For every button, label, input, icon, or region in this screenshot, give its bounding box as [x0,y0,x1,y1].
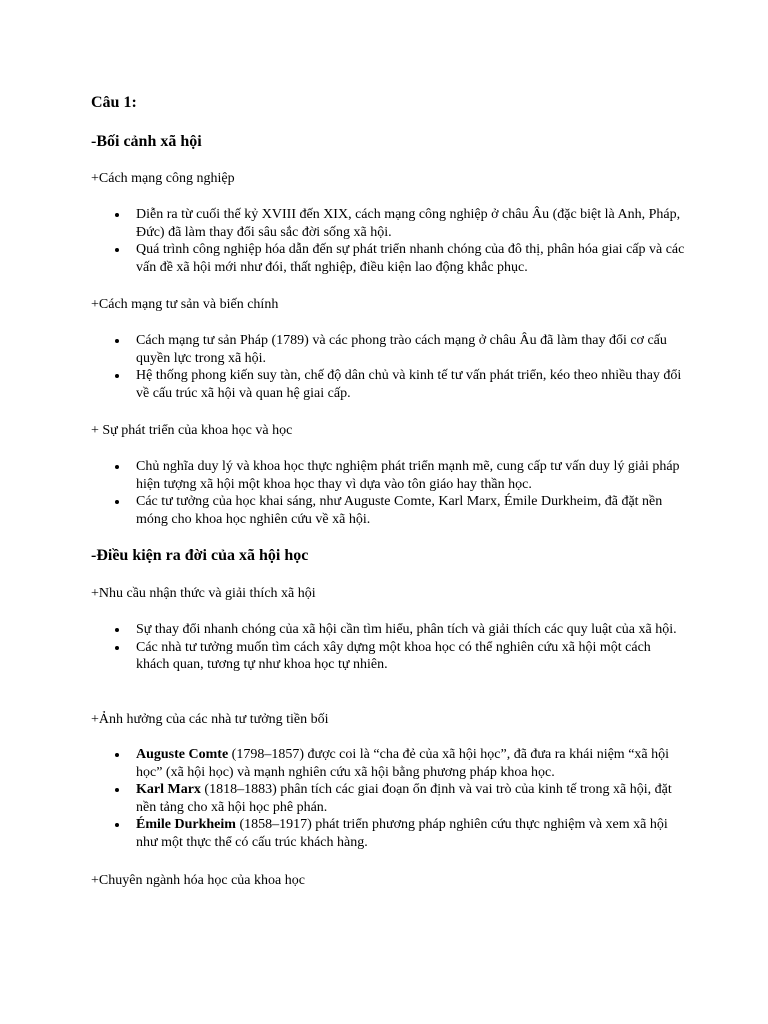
subheading-cognitive-need: +Nhu cầu nhận thức và giải thích xã hội [91,586,316,601]
list-item: Sự thay đổi nhanh chóng của xã hội cần tìm hiểu, phân tích và giải thích các quy luật của xã hội. [136,621,686,639]
list-item [136,816,686,851]
bullet-list-science-development [136,458,686,528]
list-item: Các nhà tư tưởng muốn tìm cách xây dựng một khoa học có thể nghiên cứu xã hội một cách khách quan, tương tự như khoa học tự nhiên. [136,639,686,674]
list-item [136,781,686,816]
list-item: Hệ thống phong kiến suy tàn, chế độ dân chủ và kinh tế tư vấn phát triển, kéo theo nhiều thay đổi về cấu trúc xã hội và quan hệ giai cấp. [136,367,686,402]
bullet-list-bourgeois-revolution [136,332,686,402]
subheading-bourgeois-revolution: +Cách mạng tư sản và biến chính [91,297,279,312]
thinker-name: Auguste Comte [136,747,229,762]
list-item: Chủ nghĩa duy lý và khoa học thực nghiệm phát triển mạnh mẽ, cung cấp tư vấn duy lý giải pháp hiện tượng xã hội một khoa học thay vì dựa vào tôn giáo hay thần học. [136,458,686,493]
subheading-specialization: +Chuyên ngành hóa học của khoa học [91,873,305,888]
section-heading-social-context: -Bối cảnh xã hội [91,133,202,150]
list-item: Quá trình công nghiệp hóa dẫn đến sự phát triển nhanh chóng của đô thị, phân hóa giai cấp và các vấn đề xã hội mới như đói, thất nghiệp, điều kiện lao động khắc phục. [136,242,685,275]
list-item: Cách mạng tư sản Pháp (1789) và các phong trào cách mạng ở châu Âu đã làm thay đổi cơ cấu quyền lực trong xã hội. [136,332,686,367]
subheading-science-development: + Sự phát triển của khoa học và học [91,423,293,438]
thinker-description: (1858–1917) phát triển phương pháp nghiên cứu thực nghiệm và xem xã hội như một thực thể có cấu trúc khách hàng. [136,817,668,850]
thinker-description: (1798–1857) được coi là “cha đẻ của xã hội học”, đã đưa ra khái niệm “xã hội học” (xã hội học) và mạnh nghiên cứu xã hội bằng phương pháp khoa học. [136,747,670,780]
thinker-name: Émile Durkheim [136,817,236,833]
list-item [136,746,686,781]
list-item: Diễn ra từ cuối thế kỷ XVIII đến XIX, cách mạng công nghiệp ở châu Âu (đặc biệt là Anh, Pháp, Đức) đã làm thay đổi sâu sắc đời sống xã hội. [136,206,686,241]
subheading-industrial-revolution: +Cách mạng công nghiệp [91,171,235,186]
question-title: Câu 1: [91,94,137,111]
thinker-name: Karl Marx [136,782,201,798]
thinker-description: (1818–1883) phân tích các giai đoạn ổn định và vai trò của kinh tế trong xã hội, đặt nền tảng cho xã hội học phê phán. [136,782,672,815]
list-item: Các tư tưởng của học khai sáng, như Auguste Comte, Karl Marx, Émile Durkheim, đã đặt nền móng cho khoa học nghiên cứu về xã hội. [136,493,686,528]
section-heading-conditions: -Điều kiện ra đời của xã hội học [91,547,309,564]
bullet-list-thinkers [136,746,686,852]
subheading-predecessor-thinkers: +Ảnh hưởng của các nhà tư tưởng tiền bối [91,712,329,727]
bullet-list-industrial-revolution [136,206,686,276]
bullet-list-cognitive-need [136,621,686,674]
